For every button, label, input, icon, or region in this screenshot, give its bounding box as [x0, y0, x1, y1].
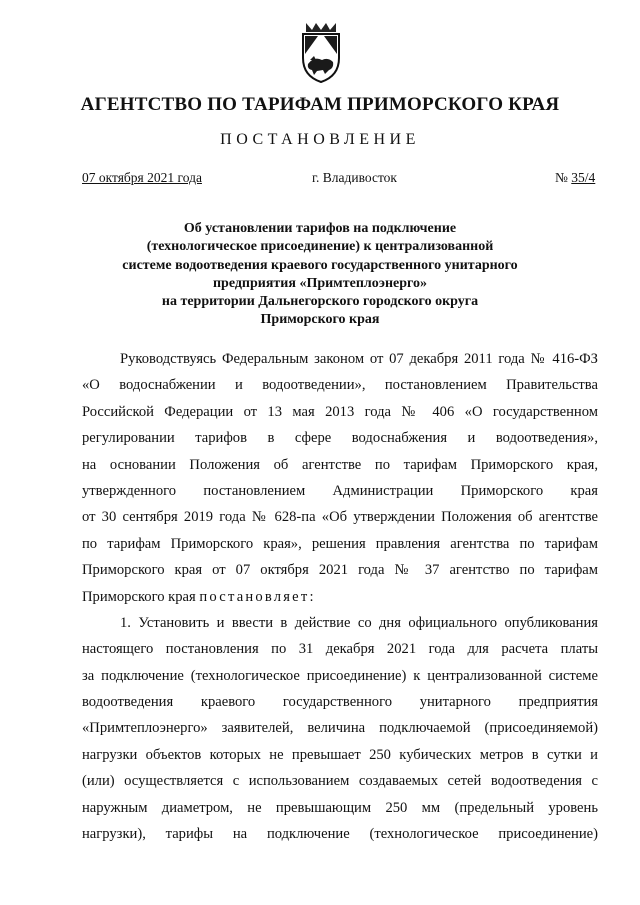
preamble-last-line [82, 584, 598, 610]
preamble-line: регулировании тарифов в сфере водоснабжения и водоотведения», [82, 430, 598, 447]
item1-line: (или) осуществляется с использованием создаваемых сетей водоотведения с [82, 773, 598, 790]
preamble-line: по тарифам Приморского края», решения правления агентства по тарифам [82, 535, 598, 552]
preamble-line: на основании Положения об агентстве по тарифам Приморского края, [82, 456, 598, 473]
preamble-line: Руководствуясь Федеральным законом от 07 декабря 2011 года № 416-ФЗ [120, 351, 598, 367]
item1-line: нагрузки), тарифы на подключение (технологическое присоединение) [82, 826, 598, 843]
document-type: ПОСТАНОВЛЕНИЕ [220, 131, 420, 148]
preamble-line: Приморского края от 07 октября 2021 года № 37 агентство по тарифам [82, 562, 598, 579]
preamble-line: «О водоснабжении и водоотведении», постановлением Правительства [82, 377, 598, 394]
item1-line: водоотведения краевого государственного унитарного предприятия [82, 694, 598, 711]
document-subject [100, 220, 540, 330]
subject-line: (технологическое присоединение) к централизованной [146, 239, 494, 255]
preamble-line: от 30 сентября 2019 года № 628-па «Об утверждении Положения об агентстве [82, 509, 598, 526]
decrees-word: постановляет: [199, 588, 316, 605]
coat-of-arms-emblem [296, 20, 346, 84]
document-number [555, 170, 595, 186]
preamble-last-text: Приморского края [82, 588, 200, 605]
document-body [82, 346, 598, 847]
item1-line: за подключение (технологическое присоединение) к централизованной системе [82, 667, 598, 684]
subject-line: Об установлении тарифов на подключение [183, 221, 457, 236]
preamble-line: Российской Федерации от 13 мая 2013 года № 406 «О государственном [82, 403, 598, 420]
number-value: 35/4 [571, 170, 596, 185]
subject-line: Приморского края [260, 312, 380, 328]
subject-line: системе водоотведения краевого государственного унитарного [122, 257, 518, 273]
agency-title: АГЕНТСТВО ПО ТАРИФАМ ПРИМОРСКОГО КРАЯ [80, 94, 560, 115]
subject-line: предприятия «Примтеплоэнерго» [212, 275, 428, 291]
preamble-line: утвержденного постановлением Администрации Приморского края [82, 482, 598, 499]
item1-line: настоящего постановления по 31 декабря 2021 года для расчета платы [82, 641, 598, 658]
item1-line: 1. Установить и ввести в действие со дня официального опубликования [120, 614, 598, 631]
number-prefix: № [555, 170, 572, 185]
document-city: г. Владивосток [312, 170, 397, 185]
item1-line: «Примтеплоэнерго» заявителей, величина подключаемой (присоединяемой) [82, 720, 598, 737]
subject-line: на территории Дальнегорского городского округа [161, 294, 479, 310]
item1-line: нагрузки объектов которых не превышает 250 кубических метров в сутки и [82, 746, 598, 763]
document-date: 07 октября 2021 года [82, 170, 202, 185]
item1-line: наружным диаметром, не превышающим 250 мм (предельный уровень [82, 799, 598, 816]
